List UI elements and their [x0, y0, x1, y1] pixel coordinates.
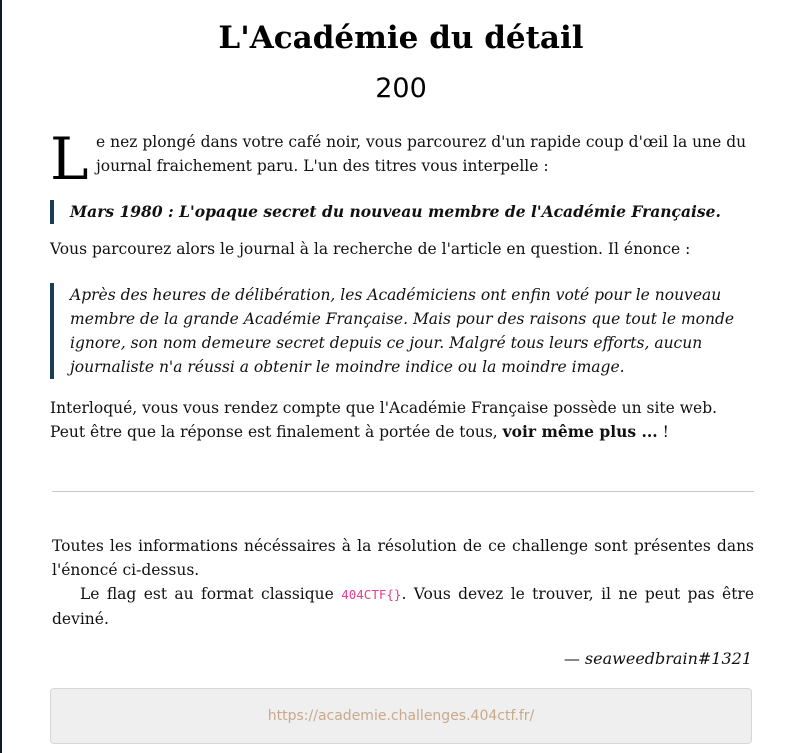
intro-paragraph	[50, 125, 752, 193]
author-signature: — seaweedbrain#1321	[563, 649, 752, 668]
challenge-modal	[2, 0, 800, 753]
flag-suffix: . Vous devez le trouver, il ne peut pas être deviné.	[52, 585, 755, 628]
search-paragraph: Vous parcourez alors le journal à la recherche de l'article en question. Il énonce :	[50, 240, 691, 258]
challenge-link-button[interactable]	[50, 688, 752, 744]
challenge-title: L'Académie du détail	[218, 20, 584, 56]
website-text: Interloqué, vous vous rendez compte que l'Académie Française possède un site web. Peut être que la réponse est finalement à portée de tous,	[50, 399, 718, 441]
article-quote: Après des heures de délibération, les Académiciens ont enfin voté pour le nouveau membre de la grande Académie Française. Mais pour des raisons que tout le monde ignore, son nom demeure secret depuis ce jour. Malgré tous leurs efforts, aucun journaliste n'a réussi a obtenir le moindre indice ou la moindre image.	[50, 283, 752, 379]
hint-bold: voir même plus ...	[502, 422, 658, 441]
website-paragraph	[50, 396, 752, 444]
section-divider	[52, 491, 754, 492]
flag-format-code: 404CTF{}	[341, 587, 402, 602]
flag-format-text	[52, 582, 754, 631]
challenge-description	[50, 125, 752, 444]
drop-cap: L	[50, 125, 89, 193]
challenge-footer	[52, 534, 754, 631]
intro-text: e nez plongé dans votre café noir, vous parcourez d'un rapide coup d'œil la une du journal fraichement paru. L'un des titres vous interpelle :	[96, 133, 747, 175]
website-text-end: !	[657, 423, 669, 441]
flag-prefix: Le flag est au format classique	[80, 585, 342, 603]
challenge-points: 200	[375, 73, 427, 104]
newspaper-headline: Mars 1980 : L'opaque secret du nouveau membre de l'Académie Française.	[50, 200, 752, 224]
info-text: Toutes les informations nécéssaires à la résolution de ce challenge sont présentes dans l'énoncé ci-dessus.	[52, 537, 754, 579]
challenge-url: https://academie.challenges.404ctf.fr/	[267, 708, 535, 724]
